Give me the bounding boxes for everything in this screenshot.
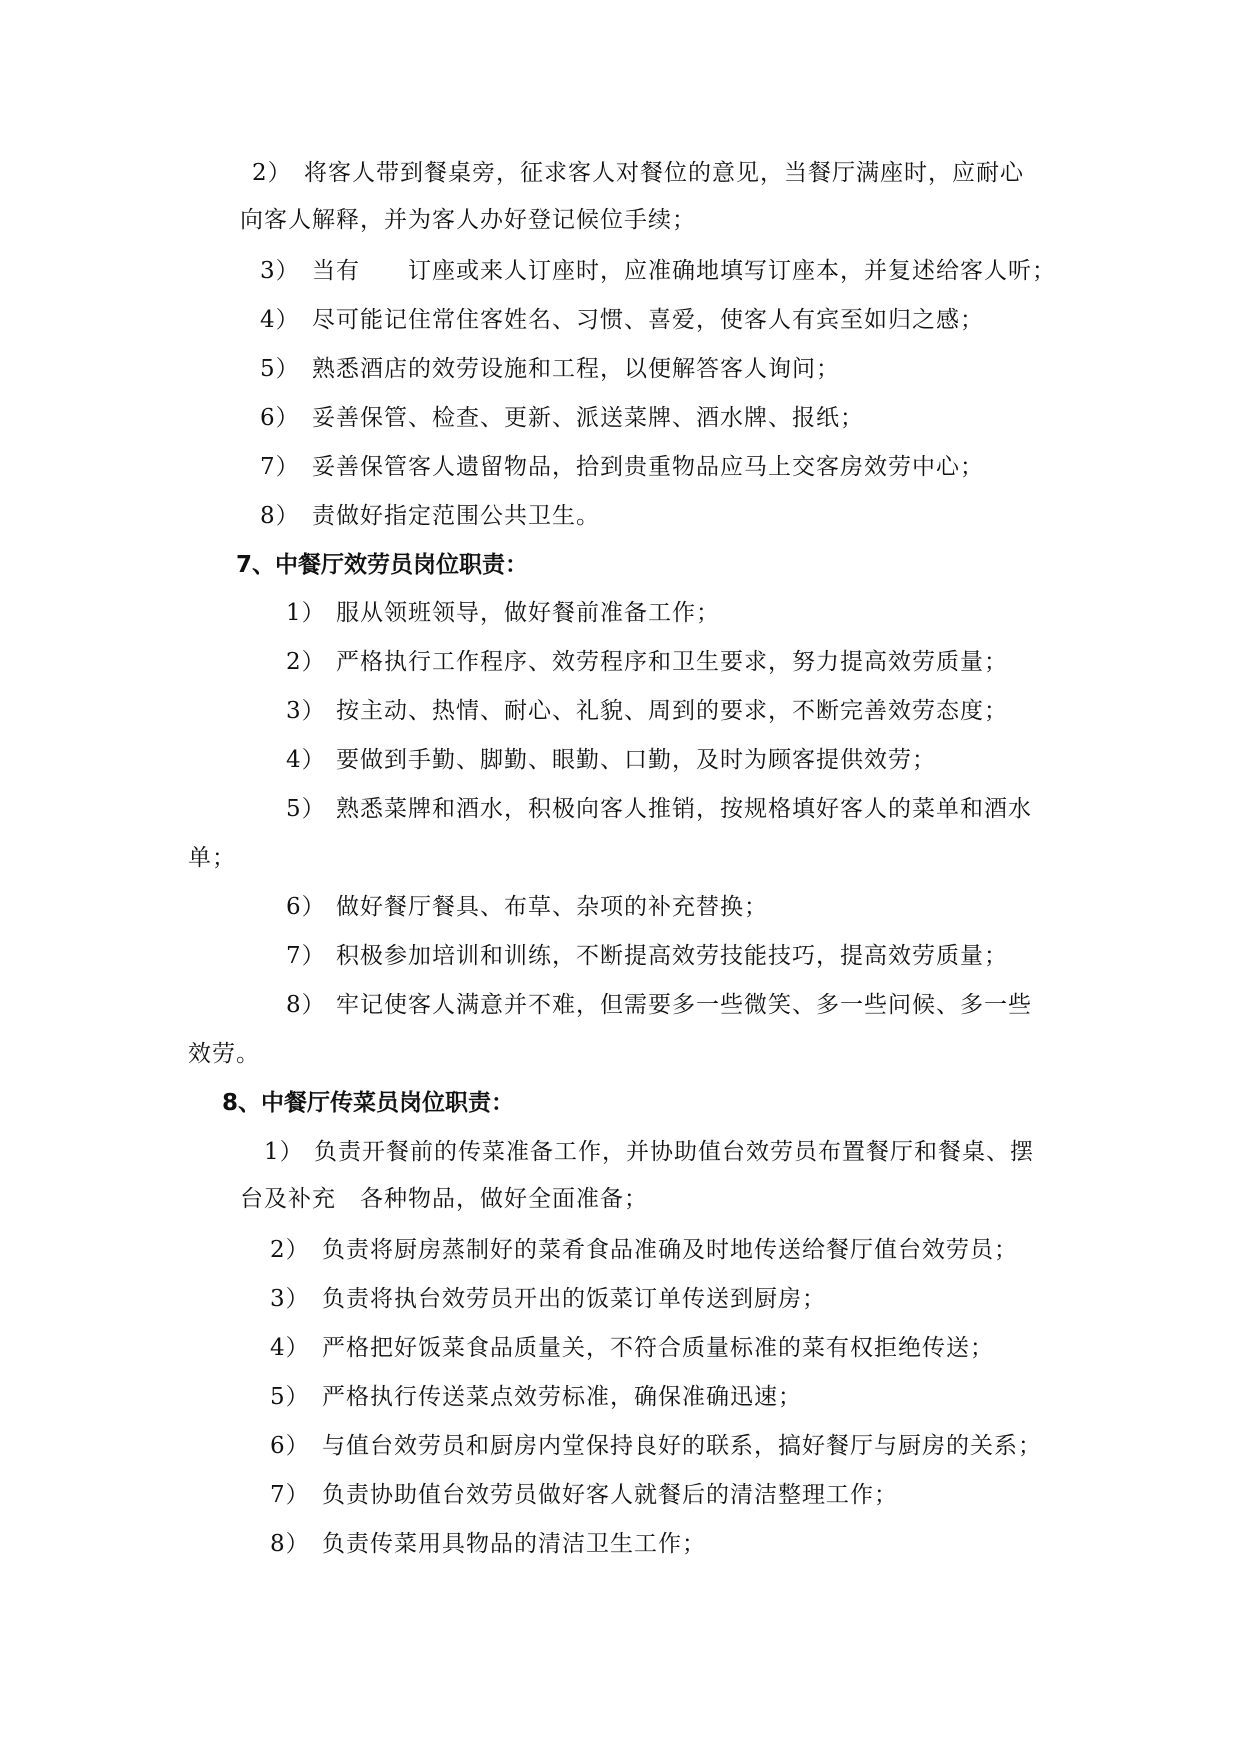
item-number: 8）: [286, 992, 326, 1018]
item-number: 1）: [286, 600, 326, 626]
list-item: [286, 990, 1032, 1020]
list-item: [286, 892, 768, 922]
item-text: 严格执行传送菜点效劳标准，确保准确迅速；: [322, 1384, 802, 1410]
item-number: 3）: [270, 1286, 310, 1312]
item-text: 负责协助值台效劳员做好客人就餐后的清洁整理工作；: [322, 1482, 898, 1508]
list-item: [286, 696, 1008, 726]
item-text: 负责将厨房蒸制好的菜肴食品准确及时地传送给餐厅值台效劳员；: [322, 1237, 1018, 1263]
list-item: [286, 647, 1008, 677]
item-continuation: 台及补充 各种物品，做好全面准备；: [240, 1186, 648, 1212]
item-number: 6）: [286, 894, 326, 920]
item-text: 服从领班领导，做好餐前准备工作；: [336, 600, 720, 626]
item-text: 当有 订座或来人订座时，应准确地填写订座本，并复述给客人听；: [312, 258, 1056, 284]
item-text: 尽可能记住常住客姓名、习惯、喜爱，使客人有宾至如归之感；: [312, 307, 984, 333]
list-item: [286, 598, 720, 628]
section-heading: 8、中餐厅传菜员岗位职责：: [222, 1090, 515, 1116]
item-number: 8）: [270, 1531, 310, 1557]
item-text: 牢记使客人满意并不难，但需要多一些微笑、多一些问候、多一些: [336, 992, 1032, 1018]
list-item: [270, 1284, 826, 1314]
list-item: [252, 158, 1024, 188]
item-number: 7）: [270, 1482, 310, 1508]
item-number: 3）: [260, 258, 300, 284]
list-item: [264, 1137, 1034, 1167]
item-number: 7）: [286, 943, 326, 969]
item-number: 6）: [270, 1433, 310, 1459]
list-item: [260, 452, 984, 482]
list-item: [270, 1480, 898, 1510]
item-text: 严格执行工作程序、效劳程序和卫生要求，努力提高效劳质量；: [336, 649, 1008, 675]
item-number: 2）: [270, 1237, 310, 1263]
item-number: 8）: [260, 503, 300, 529]
item-number: 3）: [286, 698, 326, 724]
item-number: 2）: [252, 160, 292, 186]
list-item: [260, 501, 600, 531]
item-text: 负责开餐前的传菜准备工作，并协助值台效劳员布置餐厅和餐桌、摆: [314, 1139, 1034, 1165]
item-text: 要做到手勤、脚勤、眼勤、口勤，及时为顾客提供效劳；: [336, 747, 936, 773]
list-item: [286, 794, 1032, 824]
list-item: [270, 1333, 994, 1363]
item-text: 与值台效劳员和厨房内堂保持良好的联系，搞好餐厅与厨房的关系；: [322, 1433, 1042, 1459]
item-text: 负责将执台效劳员开出的饭菜订单传送到厨房；: [322, 1286, 826, 1312]
list-item: [270, 1235, 1018, 1265]
item-number: 2）: [286, 649, 326, 675]
item-number: 4）: [260, 307, 300, 333]
item-text: 妥善保管客人遗留物品，拾到贵重物品应马上交客房效劳中心；: [312, 454, 984, 480]
list-item: [270, 1382, 802, 1412]
list-item: [270, 1431, 1042, 1461]
item-number: 5）: [270, 1384, 310, 1410]
item-number: 7）: [260, 454, 300, 480]
list-item: [260, 354, 840, 384]
item-text: 熟悉酒店的效劳设施和工程，以便解答客人询问；: [312, 356, 840, 382]
item-text: 严格把好饭菜食品质量关，不符合质量标准的菜有权拒绝传送；: [322, 1335, 994, 1361]
section-heading: 7、中餐厅效劳员岗位职责：: [236, 552, 529, 578]
item-text: 做好餐厅餐具、布草、杂项的补充替换；: [336, 894, 768, 920]
item-number: 1）: [264, 1139, 304, 1165]
item-number: 4）: [286, 747, 326, 773]
item-number: 5）: [286, 796, 326, 822]
list-item: [286, 941, 1008, 971]
list-item: [260, 256, 1056, 286]
item-number: 6）: [260, 405, 300, 431]
item-text: 熟悉菜牌和酒水，积极向客人推销，按规格填好客人的菜单和酒水: [336, 796, 1032, 822]
item-text: 将客人带到餐桌旁，征求客人对餐位的意见，当餐厅满座时，应耐心: [304, 160, 1024, 186]
list-item: [260, 403, 864, 433]
list-item: [260, 305, 984, 335]
item-text: 积极参加培训和训练，不断提高效劳技能技巧，提高效劳质量；: [336, 943, 1008, 969]
item-text: 按主动、热情、耐心、礼貌、周到的要求，不断完善效劳态度；: [336, 698, 1008, 724]
item-continuation: 向客人解释，并为客人办好登记候位手续；: [240, 207, 696, 233]
item-text: 责做好指定范围公共卫生。: [312, 503, 600, 529]
list-item: [270, 1529, 706, 1559]
item-text: 妥善保管、检查、更新、派送菜牌、酒水牌、报纸；: [312, 405, 864, 431]
item-text: 负责传菜用具物品的清洁卫生工作；: [322, 1531, 706, 1557]
item-continuation: 单；: [188, 845, 236, 871]
item-number: 5）: [260, 356, 300, 382]
item-continuation: 效劳。: [188, 1041, 260, 1067]
item-number: 4）: [270, 1335, 310, 1361]
list-item: [286, 745, 936, 775]
